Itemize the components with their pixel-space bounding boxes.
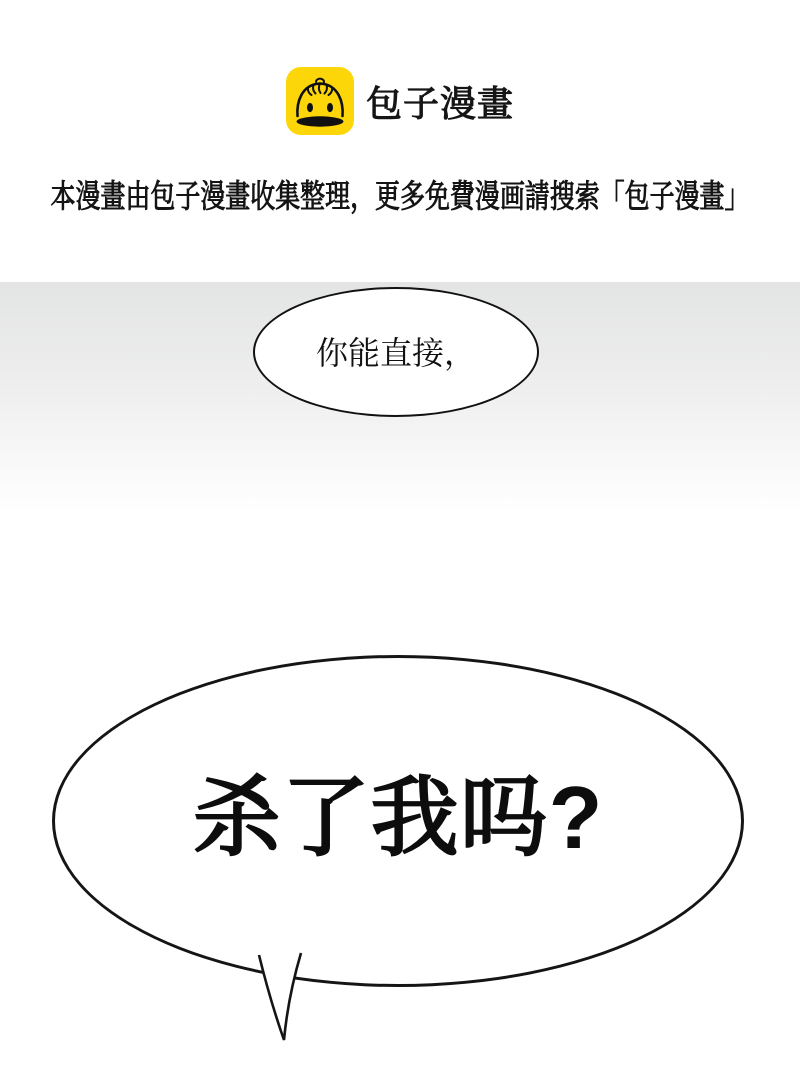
speech-bubble-large: [52, 655, 744, 987]
logo-header: [0, 66, 800, 136]
speech-bubble-tail: [250, 945, 320, 1055]
notice-text: 本漫畫由包子漫畫收集整理，更多免費漫画請搜索「包子漫畫」: [50, 178, 750, 214]
logo-wordmark: 包子漫畫: [365, 82, 514, 124]
speech-bubble-large-text: 杀了我吗?: [192, 768, 604, 867]
baozi-bun-icon: [286, 67, 354, 135]
speech-bubble-small: [253, 287, 539, 417]
speech-bubble-small-text: 你能直接，: [315, 335, 476, 371]
notice-line: [0, 170, 800, 218]
